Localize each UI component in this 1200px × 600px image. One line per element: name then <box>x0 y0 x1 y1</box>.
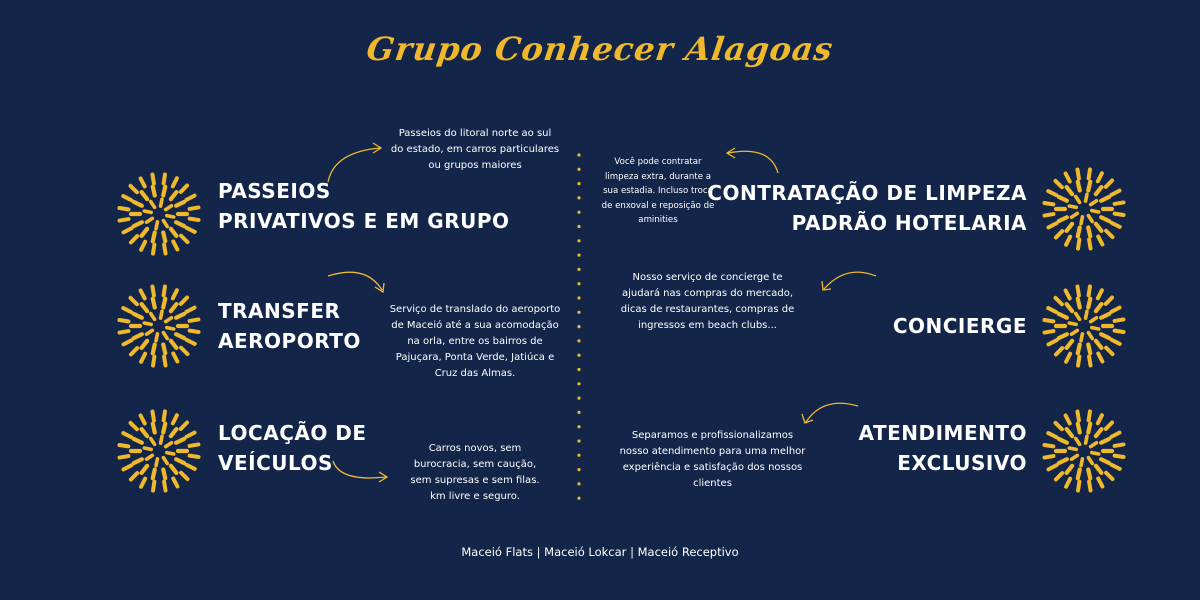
service-description-limpeza: Você pode contratar limpeza extra, durante a sua estadia. Incluso troca de enxoval e reposição de aminities <box>601 157 715 225</box>
sunburst-icon <box>116 283 202 369</box>
page-title: Grupo Conhecer Alagoas <box>364 30 836 68</box>
sunburst-icon <box>116 171 202 257</box>
curved-arrow-icon <box>722 143 784 177</box>
curved-arrow-icon <box>816 268 880 294</box>
dotted-divider <box>574 152 584 502</box>
service-description-concierge: Nosso serviço de concierge te ajudará nas compras do mercado, dicas de restaurantes, compras de ingressos em beach clubs... <box>620 272 795 331</box>
curved-arrow-icon <box>322 140 388 186</box>
sunburst-icon <box>1041 408 1127 494</box>
sunburst-icon <box>116 408 202 494</box>
service-heading-transfer: TRANSFER AEROPORTO <box>218 299 361 353</box>
service-description-locacao: Carros novos, sem burocracia, sem caução, sem supresas e sem filas. km livre e seguro. <box>410 443 540 502</box>
service-heading-limpeza: CONTRATAÇÃO DE LIMPEZA PADRÃO HOTELARIA <box>707 181 1027 235</box>
service-description-atendimento: Separamos e profissionalizamos nosso atendimento para uma melhor experiência e satisfação dos nossos clientes <box>619 430 806 489</box>
service-description-passeios: Passeios do litoral norte ao sul do estado, em carros particulares ou grupos maiores <box>390 128 560 171</box>
curved-arrow-icon <box>326 268 390 298</box>
curved-arrow-icon <box>330 458 394 484</box>
sunburst-icon <box>1041 283 1127 369</box>
service-heading-atendimento: ATENDIMENTO EXCLUSIVO <box>858 421 1027 475</box>
service-heading-locacao: LOCAÇÃO DE VEÍCULOS <box>218 421 367 475</box>
curved-arrow-icon <box>798 398 862 428</box>
service-heading-passeios: PASSEIOS PRIVATIVOS E EM GRUPO <box>218 179 510 233</box>
service-description-transfer: Serviço de translado do aeroporto de Maceió até a sua acomodação na orla, entre os bairros de Pajuçara, Ponta Verde, Jatiúca e Cruz das Almas. <box>389 304 561 379</box>
footer-brands: Maceió Flats | Maceió Lokcar | Maceió Receptivo <box>461 545 739 559</box>
sunburst-icon <box>1041 166 1127 252</box>
service-heading-concierge: CONCIERGE <box>892 314 1027 338</box>
